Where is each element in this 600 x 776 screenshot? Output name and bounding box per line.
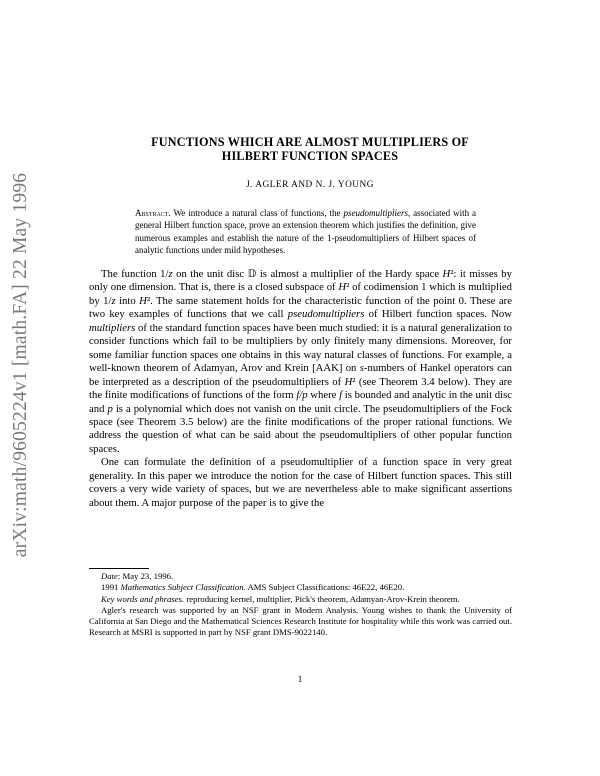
abstract — [135, 207, 476, 256]
p1-seg: where — [307, 389, 340, 402]
arxiv-stamp — [3, 155, 39, 575]
abstract-text: We introduce a natural class of functions, the — [170, 208, 344, 218]
p1-seg: ² of codimension 1 which is multiplied by 1/ — [89, 281, 513, 307]
paper-title — [100, 135, 520, 163]
p1-seg: on the unit disc 𝔻 is almost a multiplier of the Hardy space — [172, 268, 443, 280]
keywords-label: Key words and phrases. — [101, 593, 185, 604]
footnote-keywords — [89, 594, 512, 605]
page-number: 1 — [297, 674, 303, 684]
paragraph-2: One can formulate the definition of a pseudomultiplier of a function space in very great generality. In this paper we introduce the notion for the case of Hilbert function spaces. This still covers a very wide variety of spaces, but we are nevertheless able to make significant assertions about them. A major purpose of the paper is to give the — [89, 456, 512, 509]
body-text — [89, 268, 512, 510]
date-label: Date — [101, 571, 118, 581]
p1-seg: of Hilbert function spaces. Now — [364, 308, 512, 321]
p1-seg: is a polynomial which does not vanish on the unit circle. The pseudomultipliers of the Fock space (see Theorem 3.5 below) are the finite modifications of the proper rational functions. We address the question of what can be said about the pseudomultipliers of other popular function spaces. — [89, 402, 512, 455]
abstract-label: Abstract. — [135, 208, 171, 218]
p1-math: f — [339, 389, 343, 402]
msc-year: 1991 — [101, 582, 121, 593]
p1-seg: The function 1/ — [101, 268, 169, 280]
p1-math: f/p — [296, 389, 308, 402]
keywords-value: reproducing kernel, multiplier, Pick's theorem, Adamyan-Arov-Krein theorem. — [184, 593, 460, 604]
p1-seg: : it misses by only one dimension. That is, there is a closed subspace of — [89, 268, 512, 294]
p1-math: z — [168, 268, 173, 280]
p1-math: s — [359, 362, 364, 375]
p1-math: H — [442, 268, 451, 280]
p1-em: multipliers — [89, 321, 136, 334]
p1-seg: -numbers of Hankel operators can be interpreted as a description of the pseudomultipliers of — [89, 362, 512, 388]
p1-seg: ² — [450, 268, 454, 280]
p1-seg: ² (see Theorem 3.4 below). They are the finite modifications of functions of the form — [89, 375, 512, 402]
p1-seg: of the standard function spaces have been much studied: it is a natural generalization to consider functions which fail to be multipliers by only finitely many dimensions. Moreover, for some familiar function spaces one obtains in this way natural classes of functions. For example, a well-known theorem of Adamyan, Arov and Krein [AAK] on — [89, 321, 512, 375]
p1-math: H — [344, 375, 353, 388]
p1-math: p — [107, 402, 113, 415]
msc-label: Mathematics Subject Classification. — [120, 582, 246, 593]
title-line-2: HILBERT FUNCTION SPACES — [221, 149, 399, 163]
footnote-date — [89, 571, 512, 582]
abstract-text-2: , associated with a general Hilbert function space, prove an extension theorem which justifies the definition, give numerous examples and establish the nature of the 1-pseudomultipliers of Hilbert spaces of analytic functions under mild hypotheses. — [135, 208, 476, 255]
arxiv-stamp-text: arXiv:math/9605224v1 [math.FA] 22 May 1996 — [10, 172, 32, 558]
date-value: : May 23, 1996. — [117, 571, 174, 581]
footnote-msc — [89, 582, 512, 593]
p1-seg: into — [115, 294, 140, 307]
p1-math: H — [338, 281, 347, 294]
paragraph-1 — [89, 268, 512, 456]
msc-value: AMS Subject Classifications: 46E22, 46E20. — [245, 582, 405, 593]
authors: J. AGLER AND N. J. YOUNG — [246, 180, 374, 190]
footnotes — [89, 571, 512, 639]
title-line-1: FUNCTIONS WHICH ARE ALMOST MULTIPLIERS OF — [151, 135, 469, 149]
abstract-em: pseudomultipliers — [343, 208, 408, 218]
footnote-support: Agler's research was supported by an NSF grant in Modern Analysis. Young wishes to thank the University of California at San Diego and the Mathematical Sciences Research Institute for hospitality while this work was carried out. Research at MSRI is supported in part by NSF grant DMS-9022140. — [89, 604, 512, 638]
p1-em: pseudomultipliers — [287, 308, 365, 321]
p1-math: z — [111, 294, 116, 307]
p1-math: H — [139, 294, 147, 307]
p1-seg: is bounded and analytic in the unit disc and — [89, 389, 513, 415]
p1-seg: ². The same statement holds for the characteristic function of the point 0. These are two key examples of functions that we call — [89, 294, 512, 321]
footnote-rule — [89, 568, 149, 569]
